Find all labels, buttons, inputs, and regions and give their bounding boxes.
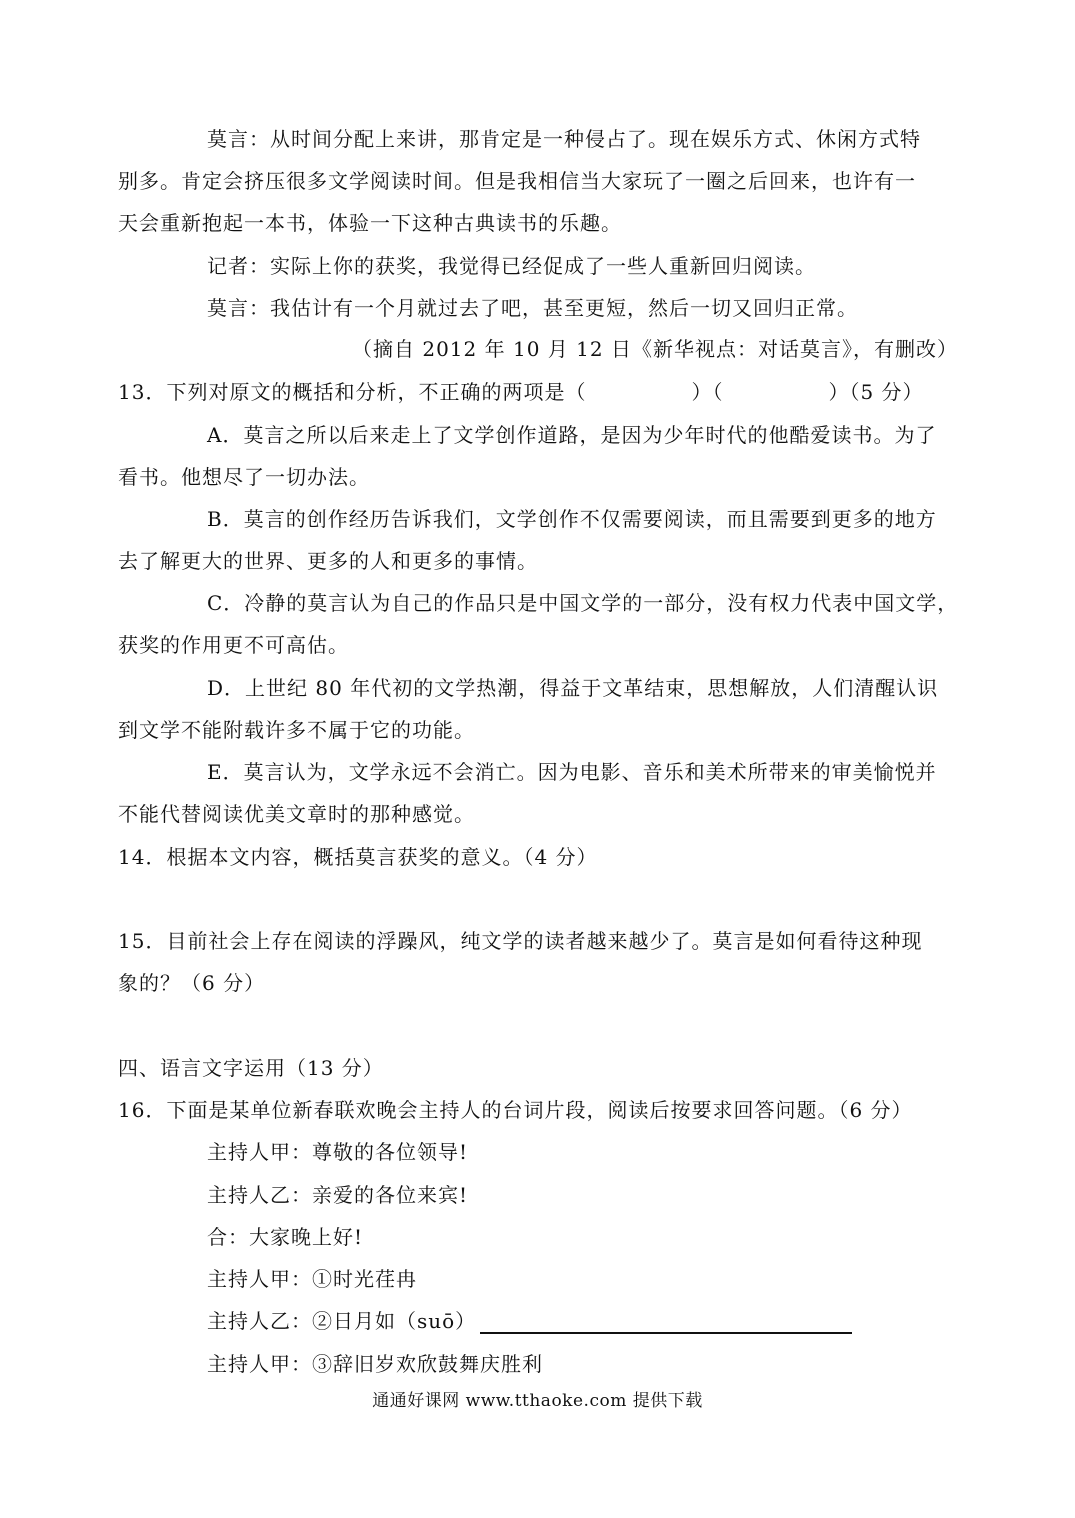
section-heading: 四、语言文字运用（13 分） [118,1056,384,1080]
answer-blank-line [480,1310,852,1334]
q15-stem-line1: 15．目前社会上存在阅读的浮躁风，纯文学的读者越来越少了。莫言是如何看待这种现 [118,929,923,953]
q13-stem: 13．下列对原文的概括和分析，不正确的两项是（ ）（ ）（5 分） [118,380,924,404]
q13-option-d-line1: D．上世纪 80 年代初的文学热潮，得益于文革结束，思想解放，人们清醒认识 [207,676,939,700]
q16-line-3: 合：大家晚上好! [207,1225,364,1249]
q13-option-d-line2: 到文学不能附载许多不属于它的功能。 [118,718,475,742]
q16-line-6: 主持人甲：③辞旧岁欢欣鼓舞庆胜利 [207,1352,543,1376]
q16-line-1: 主持人甲：尊敬的各位领导! [207,1140,469,1164]
q13-option-e-line2: 不能代替阅读优美文章时的那种感觉。 [118,802,475,826]
q13-option-c-line1: C．冷静的莫言认为自己的作品只是中国文学的一部分，没有权力代表中国文学， [207,591,959,615]
interview-p1-line2: 别多。肯定会挤压很多文学阅读时间。但是我相信当大家玩了一圈之后回来，也许有一 [118,169,916,193]
q13-option-a-line1: A．莫言之所以后来走上了文学创作道路，是因为少年时代的他酷爱读书。为了 [207,423,937,447]
interview-p1-line3: 天会重新抱起一本书，体验一下这种古典读书的乐趣。 [118,211,622,235]
interview-p2: 记者：实际上你的获奖，我觉得已经促成了一些人重新回归阅读。 [207,254,816,278]
q16-line-4: 主持人甲：①时光荏冉 [207,1267,417,1291]
q13-option-b-line1: B．莫言的创作经历告诉我们，文学创作不仅需要阅读，而且需要到更多的地方 [207,507,937,531]
q13-option-e-line1: E．莫言认为，文学永远不会消亡。因为电影、音乐和美术所带来的审美愉悦并 [207,760,937,784]
q15-stem-line2: 象的？（6 分） [118,971,266,995]
interview-p3: 莫言：我估计有一个月就过去了吧，甚至更短，然后一切又回归正常。 [207,296,858,320]
q13-option-a-line2: 看书。他想尽了一切办法。 [118,465,370,489]
q13-option-b-line2: 去了解更大的世界、更多的人和更多的事情。 [118,549,538,573]
source-citation: （摘自 2012 年 10 月 12 日《新华视点：对话莫言》，有删改） [352,337,958,361]
q14-stem: 14．根据本文内容，概括莫言获奖的意义。（4 分） [118,845,598,869]
q13-option-c-line2: 获奖的作用更不可高估。 [118,633,349,657]
q16-line-5: 主持人乙：②日月如（suō） [207,1309,477,1333]
page-footer: 通通好课网 www.tthaoke.com 提供下载 [372,1391,703,1411]
q16-stem: 16．下面是某单位新春联欢晚会主持人的台词片段，阅读后按要求回答问题。（6 分） [118,1098,913,1122]
interview-p1-line1: 莫言：从时间分配上来讲，那肯定是一种侵占了。现在娱乐方式、休闲方式特 [207,127,921,151]
q16-line-2: 主持人乙：亲爱的各位来宾! [207,1183,469,1207]
